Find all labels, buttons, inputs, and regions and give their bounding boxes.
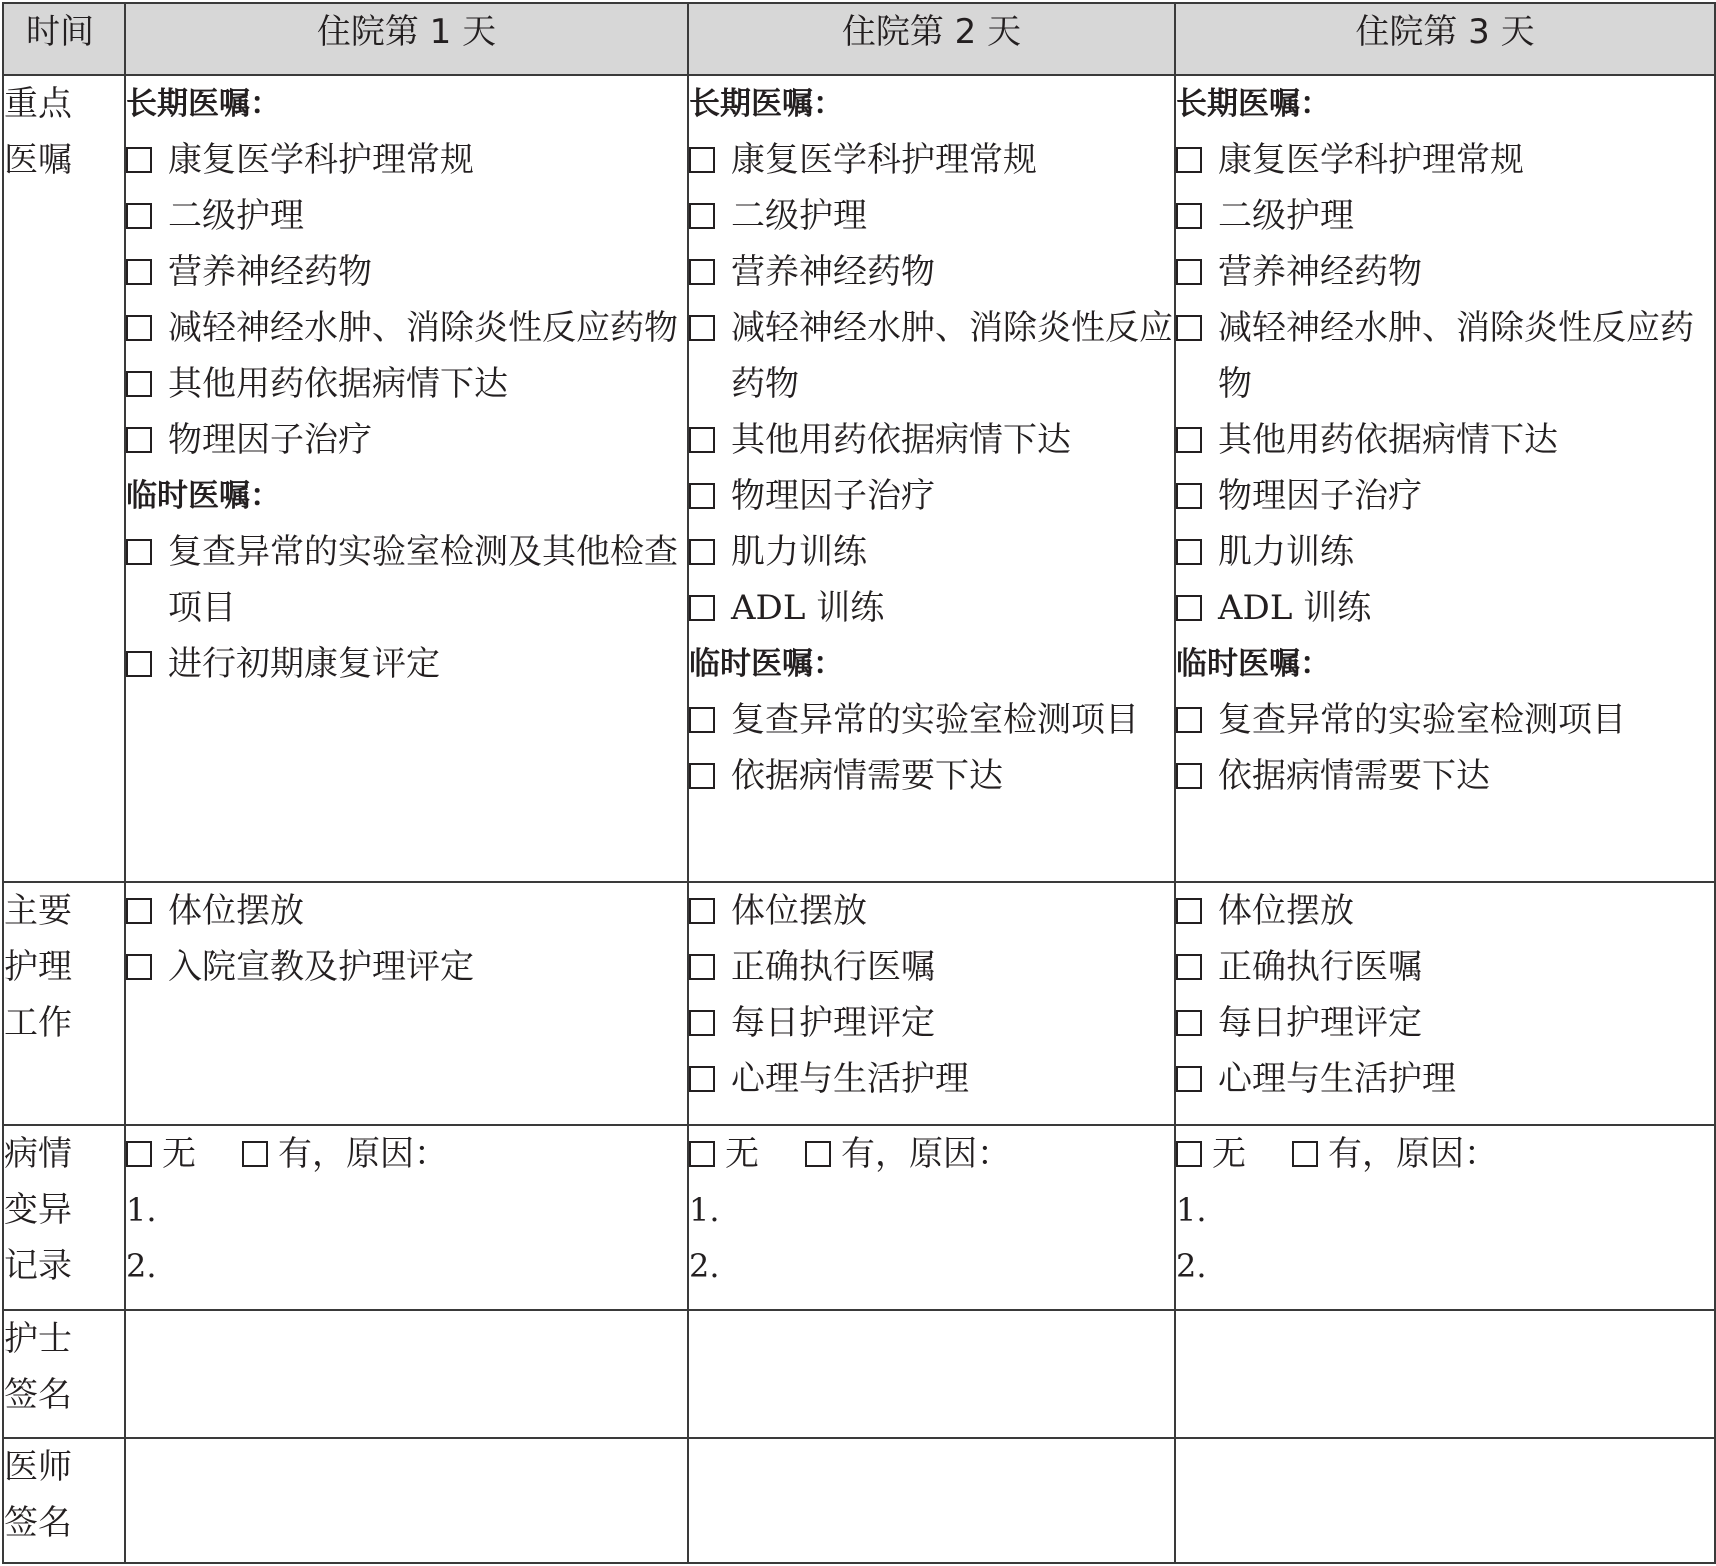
checkbox[interactable] <box>689 763 715 789</box>
checkbox[interactable] <box>126 371 152 397</box>
option-no-label: 无 <box>162 1134 196 1174</box>
variance-day-2 <box>688 1125 1175 1310</box>
checklist-item-label: 康复医学科护理常规 <box>168 140 474 180</box>
checklist-item-label: 其他用药依据病情下达 <box>168 364 508 404</box>
checkbox[interactable] <box>1176 763 1202 789</box>
checkbox[interactable] <box>1176 1066 1202 1092</box>
row-label-orders: 重点 医嘱 <box>3 75 125 882</box>
checkbox[interactable] <box>126 203 152 229</box>
checklist-item-label: ADL 训练 <box>1218 588 1372 628</box>
checkbox[interactable] <box>126 539 152 565</box>
nursing-list <box>1176 883 1714 1107</box>
checkbox-yes[interactable] <box>242 1141 268 1167</box>
checklist-item-label: 入院宣教及护理评定 <box>168 947 474 987</box>
checkbox[interactable] <box>126 147 152 173</box>
checklist-item <box>1176 748 1714 804</box>
checklist-item <box>126 356 687 412</box>
checklist-item <box>1176 692 1714 748</box>
checklist-item-label: 心理与生活护理 <box>731 1059 969 1099</box>
checklist-item-label: 二级护理 <box>1218 196 1354 236</box>
checklist-item-label: 正确执行医嘱 <box>731 947 935 987</box>
header-day-2: 住院第 2 天 <box>688 3 1175 75</box>
checkbox[interactable] <box>1176 259 1202 285</box>
checklist-item <box>1176 468 1714 524</box>
checkbox[interactable] <box>689 1066 715 1092</box>
checklist-item <box>1176 188 1714 244</box>
variance-line-2: 2. <box>1176 1247 1207 1285</box>
checklist-item <box>1176 300 1714 412</box>
option-no-label: 无 <box>725 1134 759 1174</box>
temporary-list <box>1176 692 1714 804</box>
checklist-item <box>126 244 687 300</box>
checklist-item-label: 康复医学科护理常规 <box>1218 140 1524 180</box>
option-yes-label: 有，原因： <box>278 1134 448 1174</box>
variance-row <box>3 1125 1715 1310</box>
checklist-item <box>1176 580 1714 636</box>
row-label-variance: 病情 变异 记录 <box>3 1125 125 1310</box>
checklist-item <box>126 412 687 468</box>
checklist-item <box>689 883 1174 939</box>
nurse-sign-day-3[interactable] <box>1175 1310 1715 1438</box>
checklist-item-label: 正确执行医嘱 <box>1218 947 1422 987</box>
checkbox-no[interactable] <box>689 1141 715 1167</box>
checklist-item <box>1176 883 1714 939</box>
checklist-item-label: 二级护理 <box>168 196 304 236</box>
checklist-item <box>689 412 1174 468</box>
doctor-sign-day-1[interactable] <box>125 1438 688 1563</box>
row-label-doctor-sign: 医师 签名 <box>3 1438 125 1563</box>
checkbox-no[interactable] <box>1176 1141 1202 1167</box>
checklist-item-label: 物理因子治疗 <box>168 420 372 460</box>
checklist-item-label: 体位摆放 <box>1218 891 1354 931</box>
checkbox[interactable] <box>1176 427 1202 453</box>
checkbox[interactable] <box>126 259 152 285</box>
orders-day-2 <box>688 75 1175 882</box>
variance-line-1: 1. <box>689 1191 720 1229</box>
checkbox[interactable] <box>1176 203 1202 229</box>
checklist-item <box>126 132 687 188</box>
checkbox[interactable] <box>1176 954 1202 980</box>
checklist-item-label: 康复医学科护理常规 <box>731 140 1037 180</box>
checklist-item-label: 营养神经药物 <box>731 252 935 292</box>
checklist-item-label: 心理与生活护理 <box>1218 1059 1456 1099</box>
variance-line-2: 2. <box>126 1247 157 1285</box>
long-term-label: 长期医嘱： <box>689 86 844 122</box>
nursing-day-1 <box>125 882 688 1125</box>
checklist-item <box>1176 995 1714 1051</box>
variance-options <box>1176 1126 1714 1182</box>
option-yes-label: 有，原因： <box>841 1134 1011 1174</box>
variance-line-2: 2. <box>689 1247 720 1285</box>
checkbox[interactable] <box>689 203 715 229</box>
checklist-item <box>689 188 1174 244</box>
checkbox[interactable] <box>1176 147 1202 173</box>
checkbox-no[interactable] <box>126 1141 152 1167</box>
checkbox[interactable] <box>1176 595 1202 621</box>
checklist-item-label: 营养神经药物 <box>168 252 372 292</box>
checklist-item <box>689 300 1174 412</box>
checkbox[interactable] <box>1176 898 1202 924</box>
checkbox[interactable] <box>689 595 715 621</box>
checklist-item-label: 体位摆放 <box>168 891 304 931</box>
checklist-item <box>1176 1051 1714 1107</box>
checkbox[interactable] <box>1176 483 1202 509</box>
checklist-item-label: ADL 训练 <box>731 588 885 628</box>
checkbox[interactable] <box>126 954 152 980</box>
checklist-item <box>126 636 687 692</box>
checklist-item-label: 依据病情需要下达 <box>731 756 1003 796</box>
orders-day-1 <box>125 75 688 882</box>
checkbox-yes[interactable] <box>1292 1141 1318 1167</box>
checkbox[interactable] <box>689 1010 715 1036</box>
checklist-item-label: 肌力训练 <box>731 532 867 572</box>
header-time: 时间 <box>3 3 125 75</box>
checklist-item-label: 每日护理评定 <box>1218 1003 1422 1043</box>
checkbox[interactable] <box>1176 1010 1202 1036</box>
checkbox-yes[interactable] <box>805 1141 831 1167</box>
nursing-list <box>126 883 687 995</box>
doctor-sign-day-2[interactable] <box>688 1438 1175 1563</box>
clinical-pathway-table <box>2 2 1716 1564</box>
variance-day-1 <box>125 1125 688 1310</box>
checklist-item-label: 体位摆放 <box>731 891 867 931</box>
checklist-item <box>126 883 687 939</box>
variance-line-1: 1. <box>126 1191 157 1229</box>
checklist-item <box>689 748 1174 804</box>
nurse-sign-day-2[interactable] <box>688 1310 1175 1438</box>
checklist-item <box>126 300 687 356</box>
checklist-item-label: 复查异常的实验室检测及其他检查项目 <box>168 532 678 628</box>
checkbox[interactable] <box>126 651 152 677</box>
checkbox[interactable] <box>1176 315 1202 341</box>
checklist-item <box>689 244 1174 300</box>
temporary-list <box>689 692 1174 804</box>
checklist-item <box>126 188 687 244</box>
long-term-list <box>1176 132 1714 636</box>
temporary-list <box>126 524 687 692</box>
checklist-item-label: 减轻神经水肿、消除炎性反应药物 <box>1218 308 1694 404</box>
variance-day-3 <box>1175 1125 1715 1310</box>
checklist-item <box>689 132 1174 188</box>
long-term-label: 长期医嘱： <box>1176 86 1331 122</box>
checklist-item-label: 其他用药依据病情下达 <box>731 420 1071 460</box>
checkbox[interactable] <box>689 259 715 285</box>
doctor-sign-row <box>3 1438 1715 1563</box>
row-label-nurse-sign: 护士 签名 <box>3 1310 125 1438</box>
checklist-item-label: 复查异常的实验室检测项目 <box>731 700 1139 740</box>
checklist-item-label: 物理因子治疗 <box>731 476 935 516</box>
variance-options <box>689 1126 1174 1182</box>
checklist-item <box>689 939 1174 995</box>
checklist-item <box>689 580 1174 636</box>
checkbox[interactable] <box>689 147 715 173</box>
checklist-item-label: 二级护理 <box>731 196 867 236</box>
checklist-item <box>689 692 1174 748</box>
nursing-row <box>3 882 1715 1125</box>
temporary-label: 临时医嘱： <box>126 478 281 514</box>
long-term-list <box>126 132 687 468</box>
checklist-item <box>689 468 1174 524</box>
row-label-nursing: 主要 护理 工作 <box>3 882 125 1125</box>
checklist-item <box>689 524 1174 580</box>
nurse-sign-row <box>3 1310 1715 1438</box>
checkbox[interactable] <box>689 315 715 341</box>
checklist-item <box>1176 244 1714 300</box>
checklist-item-label: 复查异常的实验室检测项目 <box>1218 700 1626 740</box>
checklist-item-label: 减轻神经水肿、消除炎性反应药物 <box>168 308 678 348</box>
header-day-1: 住院第 1 天 <box>125 3 688 75</box>
checkbox[interactable] <box>689 707 715 733</box>
checklist-item-label: 依据病情需要下达 <box>1218 756 1490 796</box>
checklist-item <box>126 524 687 636</box>
checklist-item <box>1176 524 1714 580</box>
checkbox[interactable] <box>689 427 715 453</box>
checklist-item-label: 减轻神经水肿、消除炎性反应药物 <box>731 308 1173 404</box>
doctor-sign-day-3[interactable] <box>1175 1438 1715 1563</box>
orders-day-3 <box>1175 75 1715 882</box>
checkbox[interactable] <box>689 539 715 565</box>
option-no-label: 无 <box>1212 1134 1246 1174</box>
temporary-label: 临时医嘱： <box>689 646 844 682</box>
checklist-item-label: 每日护理评定 <box>731 1003 935 1043</box>
checkbox[interactable] <box>689 483 715 509</box>
checkbox[interactable] <box>1176 539 1202 565</box>
checklist-item-label: 进行初期康复评定 <box>168 644 440 684</box>
checklist-item-label: 其他用药依据病情下达 <box>1218 420 1558 460</box>
orders-row <box>3 75 1715 882</box>
checklist-item-label: 肌力训练 <box>1218 532 1354 572</box>
nursing-day-3 <box>1175 882 1715 1125</box>
checklist-item <box>126 939 687 995</box>
nursing-list <box>689 883 1174 1107</box>
long-term-list <box>689 132 1174 636</box>
checkbox[interactable] <box>689 898 715 924</box>
checklist-item-label: 营养神经药物 <box>1218 252 1422 292</box>
nursing-day-2 <box>688 882 1175 1125</box>
checklist-item <box>689 1051 1174 1107</box>
variance-options <box>126 1126 687 1182</box>
checklist-item <box>689 995 1174 1051</box>
long-term-label: 长期医嘱： <box>126 86 281 122</box>
header-day-3: 住院第 3 天 <box>1175 3 1715 75</box>
checklist-item-label: 物理因子治疗 <box>1218 476 1422 516</box>
checkbox[interactable] <box>126 315 152 341</box>
checklist-item <box>1176 939 1714 995</box>
checkbox[interactable] <box>126 427 152 453</box>
checkbox[interactable] <box>126 898 152 924</box>
checkbox[interactable] <box>1176 707 1202 733</box>
checkbox[interactable] <box>689 954 715 980</box>
header-row <box>3 3 1715 75</box>
variance-line-1: 1. <box>1176 1191 1207 1229</box>
checklist-item <box>1176 132 1714 188</box>
nurse-sign-day-1[interactable] <box>125 1310 688 1438</box>
option-yes-label: 有，原因： <box>1328 1134 1498 1174</box>
checklist-item <box>1176 412 1714 468</box>
temporary-label: 临时医嘱： <box>1176 646 1331 682</box>
